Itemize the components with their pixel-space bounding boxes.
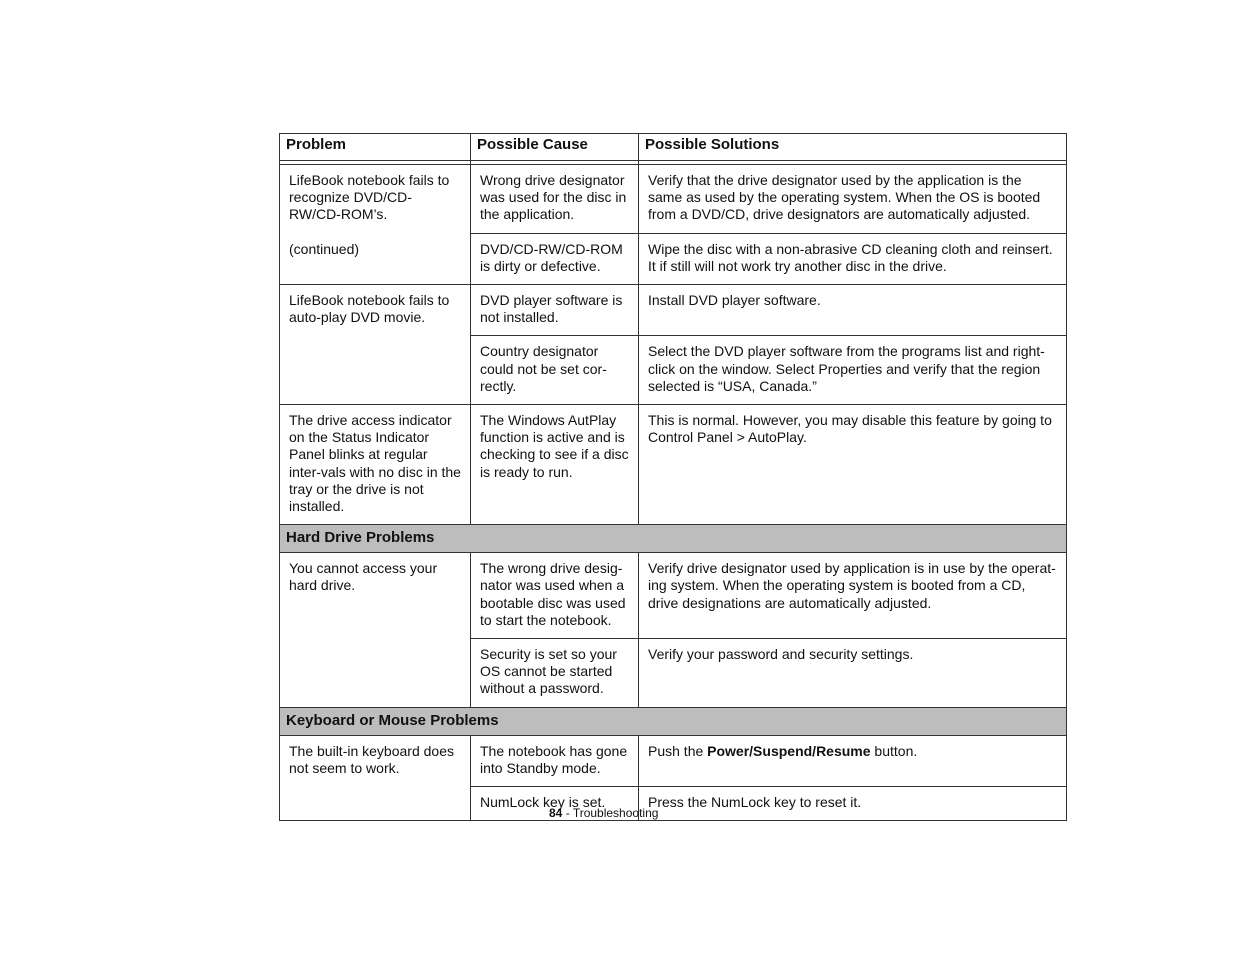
table-row: [280, 405, 1067, 525]
page-footer: [549, 806, 658, 820]
problem-cell: LifeBook notebook fails to auto-play DVD movie.: [280, 285, 471, 405]
continued-note: (continued): [289, 240, 360, 257]
section-header-row: [280, 525, 1067, 553]
cause-cell: DVD/CD-RW/CD-ROM is dirty or defective.: [471, 233, 639, 284]
header-problem: Problem: [280, 134, 471, 161]
table-row: [280, 735, 1067, 786]
solution-text: Push the: [648, 742, 708, 759]
section-title-keyboard-mouse: Keyboard or Mouse Problems: [280, 707, 1067, 735]
problem-cell: [280, 165, 471, 285]
problem-cell: You cannot access your hard drive.: [280, 553, 471, 707]
page-number: 84: [549, 806, 563, 820]
header-possible-solutions: Possible Solutions: [639, 134, 1067, 161]
footer-section: Troubleshooting: [572, 806, 659, 820]
solution-text: button.: [870, 742, 918, 759]
cause-cell: Security is set so your OS cannot be started without a password.: [471, 639, 639, 708]
solution-cell: Verify your password and security settings.: [639, 639, 1067, 708]
solution-cell: Verify that the drive designator used by the application is the same as used by the operating system. When the OS is booted from a DVD/CD, drive designators are automatically adjusted.: [639, 165, 1067, 234]
solution-cell: [639, 735, 1067, 786]
power-button-name: Power/Suspend/Resume: [707, 742, 871, 759]
solution-cell: Verify drive designator used by application is in use by the operat-ing system. When the operating system is booted from a CD, drive designations are automatically adjusted.: [639, 553, 1067, 639]
problem-cell: The built-in keyboard does not seem to work.: [280, 735, 471, 821]
problem-text: LifeBook notebook fails to recognize DVD/CD-RW/CD-ROM’s.: [289, 172, 450, 223]
header-possible-cause: Possible Cause: [471, 134, 639, 161]
cause-cell: The Windows AutPlay function is active and is checking to see if a disc is ready to run.: [471, 405, 639, 525]
cause-cell: Wrong drive designator was used for the disc in the application.: [471, 165, 639, 234]
cause-cell: The wrong drive desig-nator was used when a bootable disc was used to start the notebook.: [471, 553, 639, 639]
table-header-row: [280, 134, 1067, 161]
solution-cell: Install DVD player software.: [639, 285, 1067, 336]
footer-separator: -: [562, 806, 573, 820]
troubleshooting-table: [279, 133, 1067, 821]
table-row: [280, 285, 1067, 336]
solution-cell: Press the NumLock key to reset it.: [639, 787, 1067, 821]
section-title-hard-drive: Hard Drive Problems: [280, 525, 1067, 553]
solution-cell: Wipe the disc with a non-abrasive CD cleaning cloth and reinsert. It if still will not work try another disc in the drive.: [639, 233, 1067, 284]
problem-cell: The drive access indicator on the Status Indicator Panel blinks at regular inter-vals with no disc in the tray or the drive is not installed.: [280, 405, 471, 525]
section-header-row: [280, 707, 1067, 735]
table-row: [280, 553, 1067, 639]
table-row: [280, 165, 1067, 234]
cause-cell: The notebook has gone into Standby mode.: [471, 735, 639, 786]
solution-cell: Select the DVD player software from the programs list and right-click on the window. Select Properties and verify that the region selected is “USA, Canada.”: [639, 336, 1067, 405]
cause-cell: DVD player software is not installed.: [471, 285, 639, 336]
solution-cell: This is normal. However, you may disable this feature by going to Control Panel > AutoPlay.: [639, 405, 1067, 525]
cause-cell: Country designator could not be set cor-rectly.: [471, 336, 639, 405]
cause-cell: NumLock key is set.: [471, 787, 639, 821]
